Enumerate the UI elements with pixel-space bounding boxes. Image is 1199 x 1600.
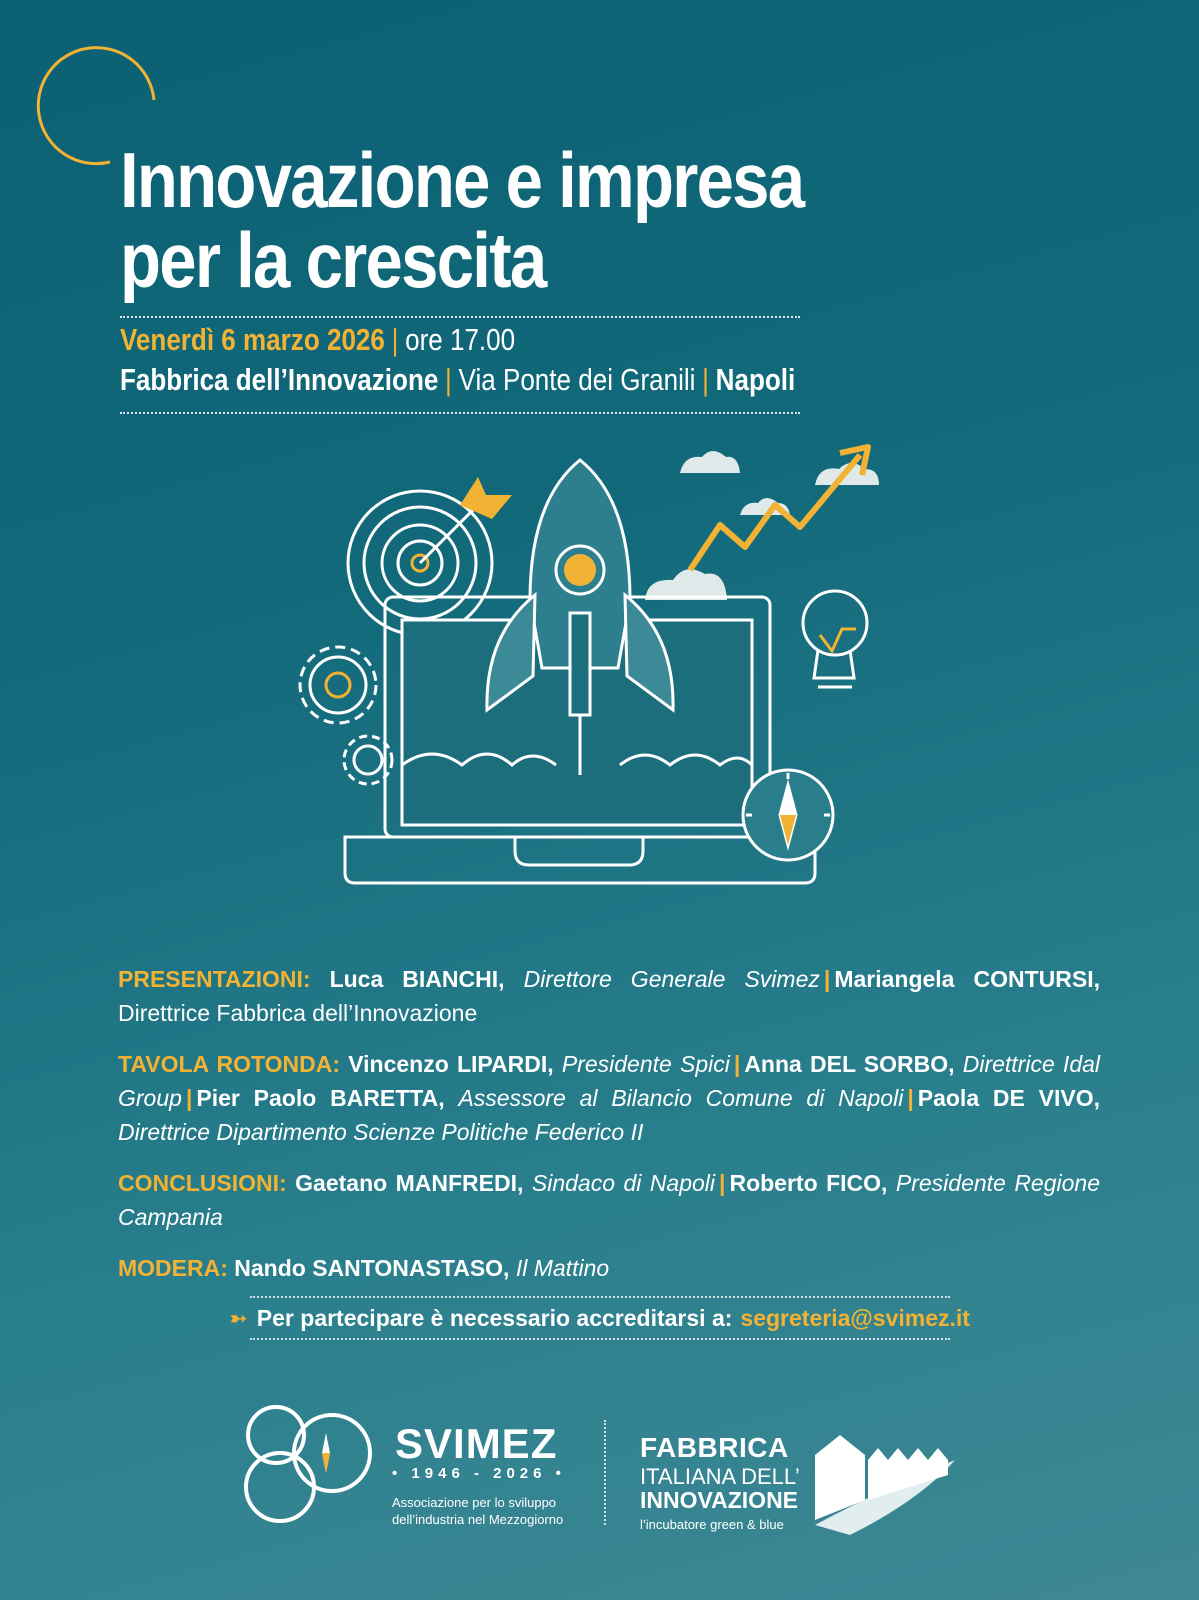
program-modera: MODERA: Nando SANTONASTASO, Il Mattino — [118, 1255, 610, 1281]
event-city: Napoli — [715, 362, 796, 397]
event-location-line: Fabbrica dell’Innovazione | Via Ponte dei Granili | Napoli — [120, 362, 796, 397]
title-line-1: Innovazione e impresa — [120, 136, 804, 224]
title-line-2: per la crescita — [120, 216, 546, 304]
divider-bottom — [120, 412, 800, 414]
svimez-name: SVIMEZ — [395, 1420, 558, 1467]
event-date: Venerdì 6 marzo 2026 — [120, 322, 385, 357]
program-tavola-rotonda: TAVOLA ROTONDA: Vincenzo LIPARDI, Presidente Spici | Anna DEL SORBO, Direttrice Idal Group | Pier Paolo BARETTA, Assessore al Bilancio Comune di Napoli | Paola DE VIVO, Direttrice Dipartimento Scienze Politiche Federico II — [118, 1051, 1101, 1145]
event-address: Via Ponte dei Granili — [458, 362, 696, 397]
event-date-line: Venerdì 6 marzo 2026 | ore 17.00 — [120, 322, 516, 357]
event-venue: Fabbrica dell’Innovazione — [120, 362, 439, 397]
logo-divider — [604, 1420, 606, 1525]
registration-callout — [230, 1296, 970, 1340]
registration-text: Per partecipare è necessario accreditarsi a: — [256, 1304, 733, 1331]
arrow-right-icon: ➳ — [230, 1307, 247, 1330]
divider-top — [120, 316, 800, 318]
registration-email-link[interactable]: segreteria@svimez.it — [740, 1304, 970, 1331]
event-time: ore 17.00 — [405, 322, 516, 357]
fabbrica-line-3: INNOVAZIONE — [640, 1487, 799, 1513]
svimez-years: • 1946 - 2026 • — [392, 1465, 566, 1482]
compass-icon — [743, 770, 833, 860]
lightbulb-icon — [803, 591, 867, 687]
svimez-80-logo — [240, 1395, 400, 1525]
program-conclusioni: CONCLUSIONI: Gaetano MANFREDI, Sindaco di Napoli | Roberto FICO, Presidente Regione Campania — [118, 1170, 1100, 1230]
fabbrica-logo-icon — [810, 1430, 960, 1540]
gear-icon — [300, 647, 392, 784]
svimez-description: Associazione per lo sviluppo dell’industria nel Mezzogiorno — [392, 1495, 564, 1527]
innovation-illustration — [290, 435, 910, 915]
fabbrica-line-2: ITALIANA DELL’ — [640, 1464, 800, 1489]
program-list — [118, 962, 1100, 1302]
fabbrica-line-1: FABBRICA — [640, 1432, 789, 1463]
fabbrica-tagline: l’incubatore green & blue — [640, 1517, 784, 1532]
program-presentazioni: PRESENTAZIONI: Luca BIANCHI, Direttore Generale Svimez | Mariangela CONTURSI, Direttrice Fabbrica dell’Innovazione — [118, 966, 1101, 1026]
page-title — [120, 136, 804, 304]
arrow-icon — [420, 477, 512, 563]
